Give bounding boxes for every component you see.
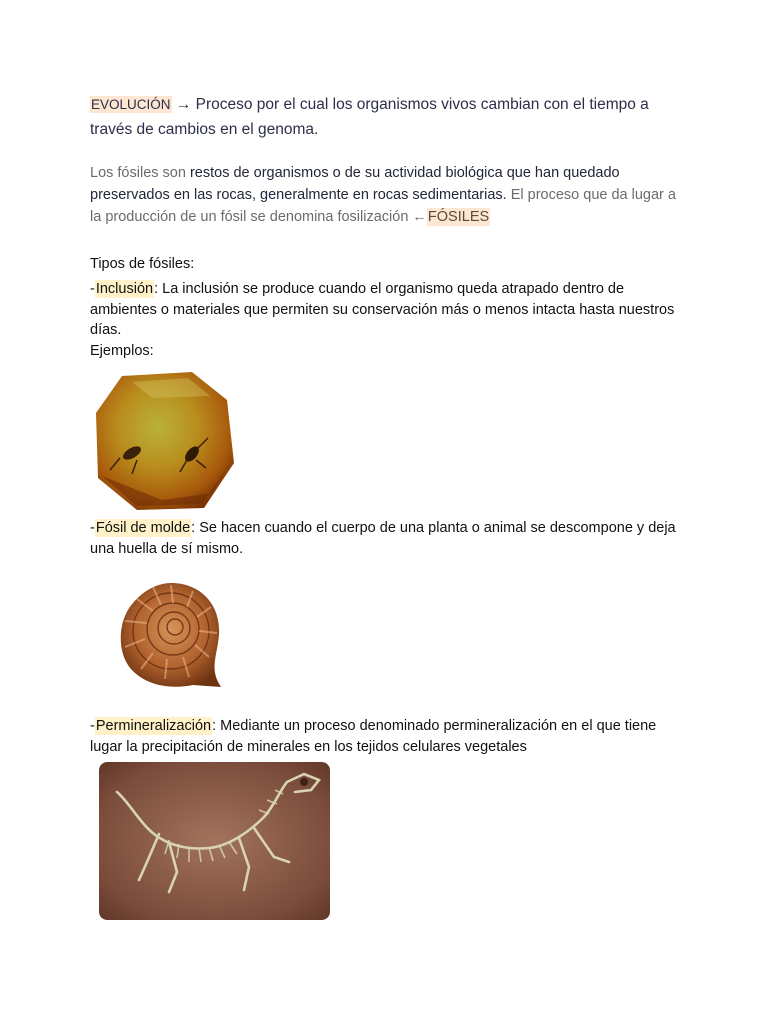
amber-fossil-image <box>92 368 237 513</box>
fosiles-term: FÓSILES <box>427 209 490 225</box>
permineralizacion-text: : Mediante un proceso denominado permineralización en el que tiene lugar la precipitación de minerales en los tejidos celulares vegetales <box>90 718 657 755</box>
ejemplos-label: Ejemplos: <box>90 342 154 359</box>
fosiles-intro-part3: El proceso que da lugar a la producción de un fósil se denomina fosilización ← <box>90 187 676 225</box>
molde-paragraph <box>90 518 685 559</box>
fosiles-intro <box>90 162 680 228</box>
inclusion-term: Inclusión <box>95 281 154 297</box>
evolucion-definition <box>90 92 680 142</box>
permineralized-dinosaur-image <box>99 762 330 920</box>
fosiles-intro-part1: Los fósiles son <box>90 165 190 181</box>
inclusion-text: : La inclusión se produce cuando el organismo queda atrapado dentro de ambientes o materiales que permiten su conservación más o menos intacta hasta nuestros días. <box>90 281 675 338</box>
evolucion-definition-text: → Proceso por el cual los organismos vivos cambian con el tiempo a través de cambios en el genoma. <box>90 96 649 138</box>
ammonite-fossil-image <box>113 577 228 692</box>
tipos-title: Tipos de fósiles: <box>90 256 195 272</box>
permineralizacion-paragraph <box>90 716 685 757</box>
permineralizacion-prefix: - <box>90 718 95 734</box>
molde-term: Fósil de molde <box>95 520 191 536</box>
molde-prefix: - <box>90 520 95 536</box>
permineralizacion-term: Permineralización <box>95 718 212 734</box>
evolucion-term: EVOLUCIÓN <box>91 97 171 112</box>
molde-text: : Se hacen cuando el cuerpo de una planta o animal se descompone y deja una huella de sí mismo. <box>90 520 676 557</box>
inclusion-paragraph <box>90 279 685 361</box>
inclusion-prefix: - <box>90 281 95 297</box>
fosiles-intro-part2: restos de organismos o de su actividad biológica que han quedado preservados en las rocas, generalmente en rocas sedimentarias. <box>90 165 620 203</box>
